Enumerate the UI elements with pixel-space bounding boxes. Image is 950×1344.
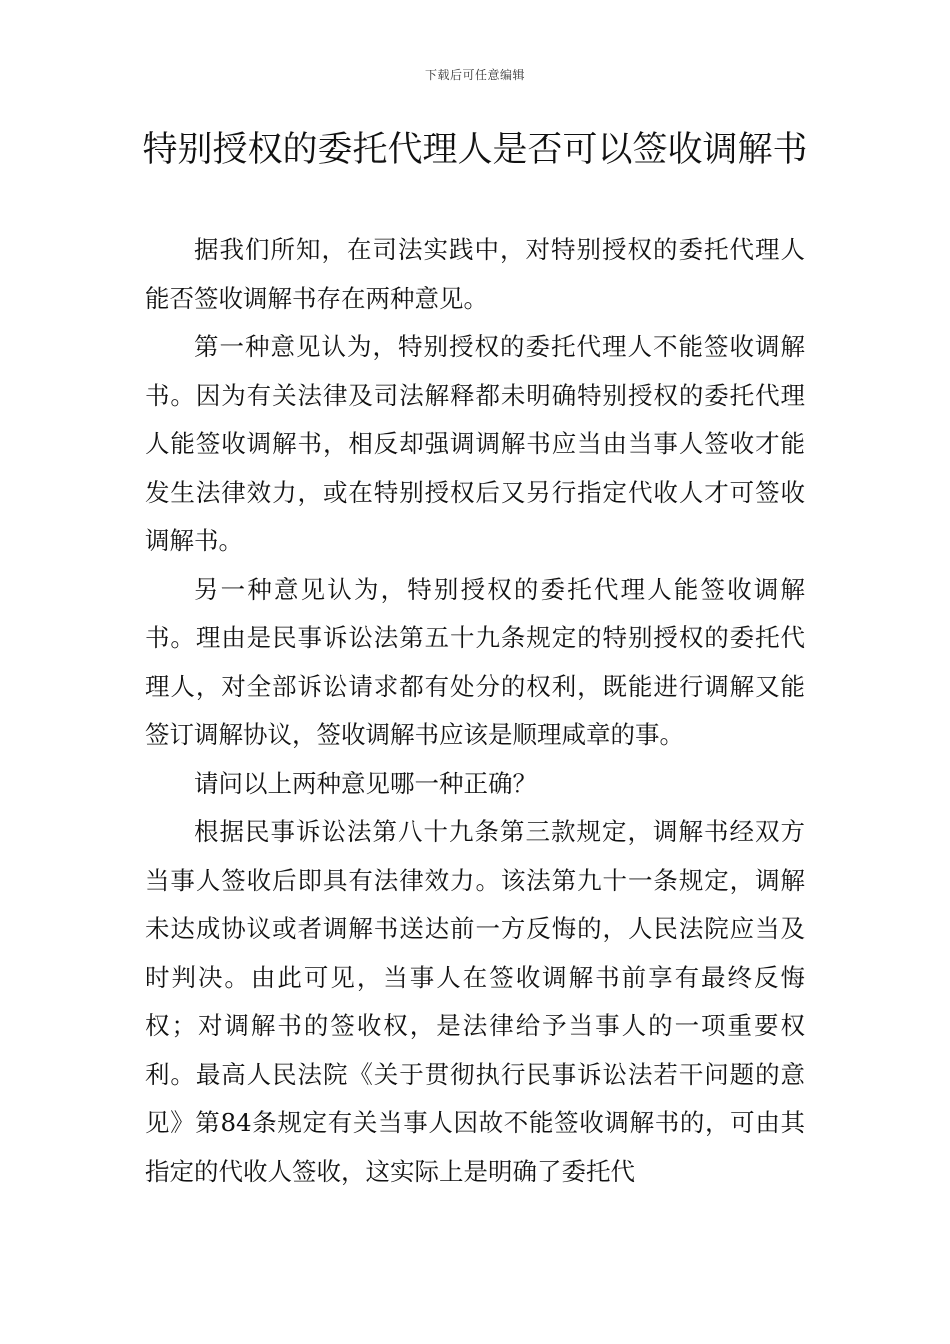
paragraph: 据我们所知，在司法实践中，对特别授权的委托代理人能否签收调解书存在两种意见。 — [145, 235, 805, 313]
paragraph: 请问以上两种意见哪一种正确？ — [194, 768, 537, 798]
paragraph: 根据民事诉讼法第八十九条第三款规定，调解书经双方当事人签收后即具有法律效力。该法第九十一条规定，调解未达成协议或者调解书送达前一方反悔的，人民法院应当及时判决。由此可见，当事人在签收调解书前享有最终反悔权；对调解书的签收权，是法律给予当事人的一项重要权利。最高人民法院《关于贯彻执行民事诉讼法若干问题的意见》第84条规定有关当事人因故不能签收调解书的，可由其指定的代收人签收，这实际上是明确了委托代 — [145, 817, 805, 1186]
header-note: 下载后可任意编辑 — [424, 68, 525, 82]
document-body — [145, 226, 805, 1196]
paragraph: 另一种意见认为，特别授权的委托代理人能签收调解书。理由是民事诉讼法第五十九条规定的特别授权的委托代理人，对全部诉讼请求都有处分的权利，既能进行调解又能签订调解协议，签收调解书应该是顺理咸章的事。 — [145, 574, 805, 749]
paragraph: 第一种意见认为，特别授权的委托代理人不能签收调解书。因为有关法律及司法解释都未明确特别授权的委托代理人能签收调解书，相反却强调调解书应当由当事人签收才能发生法律效力，或在特别授权后又另行指定代收人才可签收调解书。 — [145, 332, 805, 555]
document-title: 特别授权的委托代理人是否可以签收调解书 — [142, 130, 808, 170]
